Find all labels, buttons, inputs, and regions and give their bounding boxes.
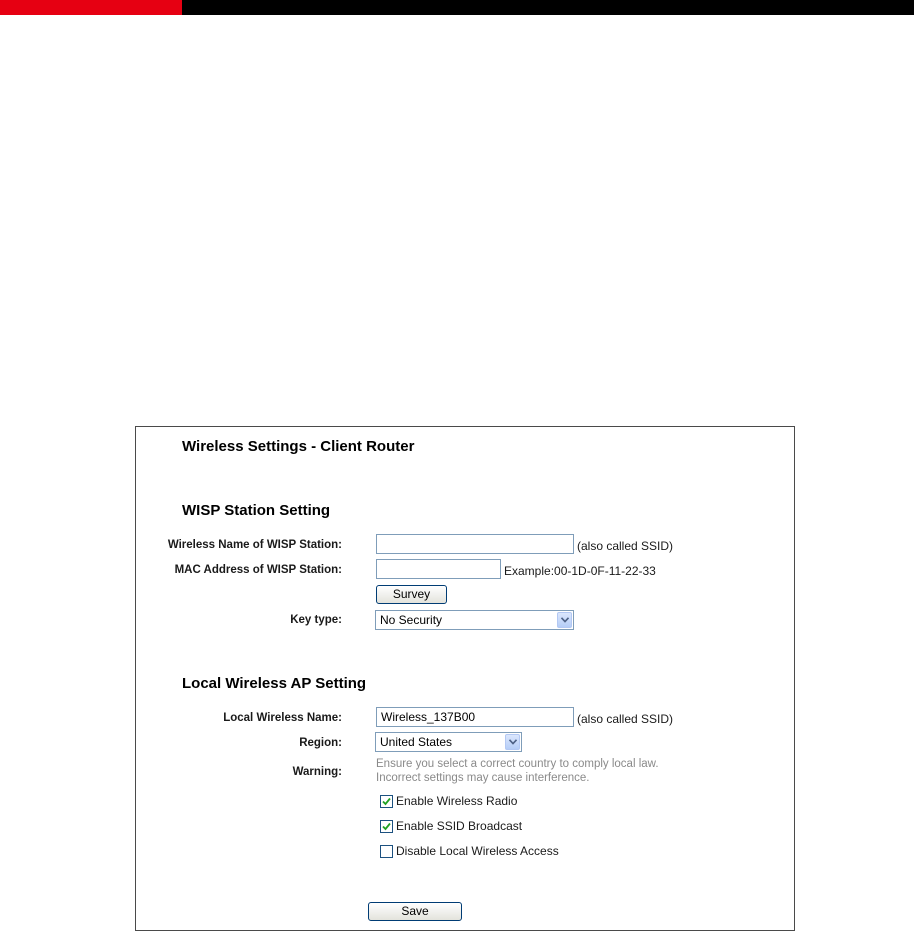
survey-button[interactable]: Survey [376,585,447,604]
header-accent [0,0,182,15]
wisp-mac-hint: Example:00-1D-0F-11-22-33 [504,564,656,578]
enable-wireless-radio-label: Enable Wireless Radio [396,794,518,808]
warning-text-line2: Incorrect settings may cause interference. [376,772,590,784]
header-bar [0,0,914,15]
local-name-input[interactable] [376,707,574,727]
disable-local-wireless-access-label: Disable Local Wireless Access [396,844,559,858]
keytype-select[interactable] [375,610,574,630]
chevron-down-icon[interactable] [557,612,572,628]
wisp-ssid-input[interactable] [376,534,574,554]
enable-wireless-radio-checkbox[interactable] [380,795,393,808]
local-ap-section-heading: Local Wireless AP Setting [182,675,367,692]
local-name-hint: (also called SSID) [577,712,674,726]
keytype-value: No Security [380,613,443,627]
wisp-mac-input[interactable] [376,559,501,579]
enable-ssid-broadcast-checkbox[interactable] [380,820,393,833]
warning-text-line1: Ensure you select a correct country to comply local law. [376,758,659,770]
wisp-section-heading: WISP Station Setting [182,502,331,519]
region-value: United States [380,735,453,749]
chevron-down-icon[interactable] [505,734,520,750]
page-title: Wireless Settings - Client Router [182,438,415,455]
region-select[interactable] [375,732,522,752]
wisp-ssid-hint: (also called SSID) [577,539,674,553]
local-name-label: Local Wireless Name: [223,712,342,724]
wisp-ssid-label: Wireless Name of WISP Station: [167,539,342,551]
keytype-label: Key type: [290,614,342,626]
enable-ssid-broadcast-label: Enable SSID Broadcast [396,819,523,833]
region-label: Region: [299,737,342,749]
save-button[interactable]: Save [368,902,462,921]
warning-label: Warning: [292,766,342,778]
wisp-mac-label: MAC Address of WISP Station: [174,564,342,576]
settings-panel [135,426,795,931]
disable-local-wireless-access-checkbox[interactable] [380,845,393,858]
